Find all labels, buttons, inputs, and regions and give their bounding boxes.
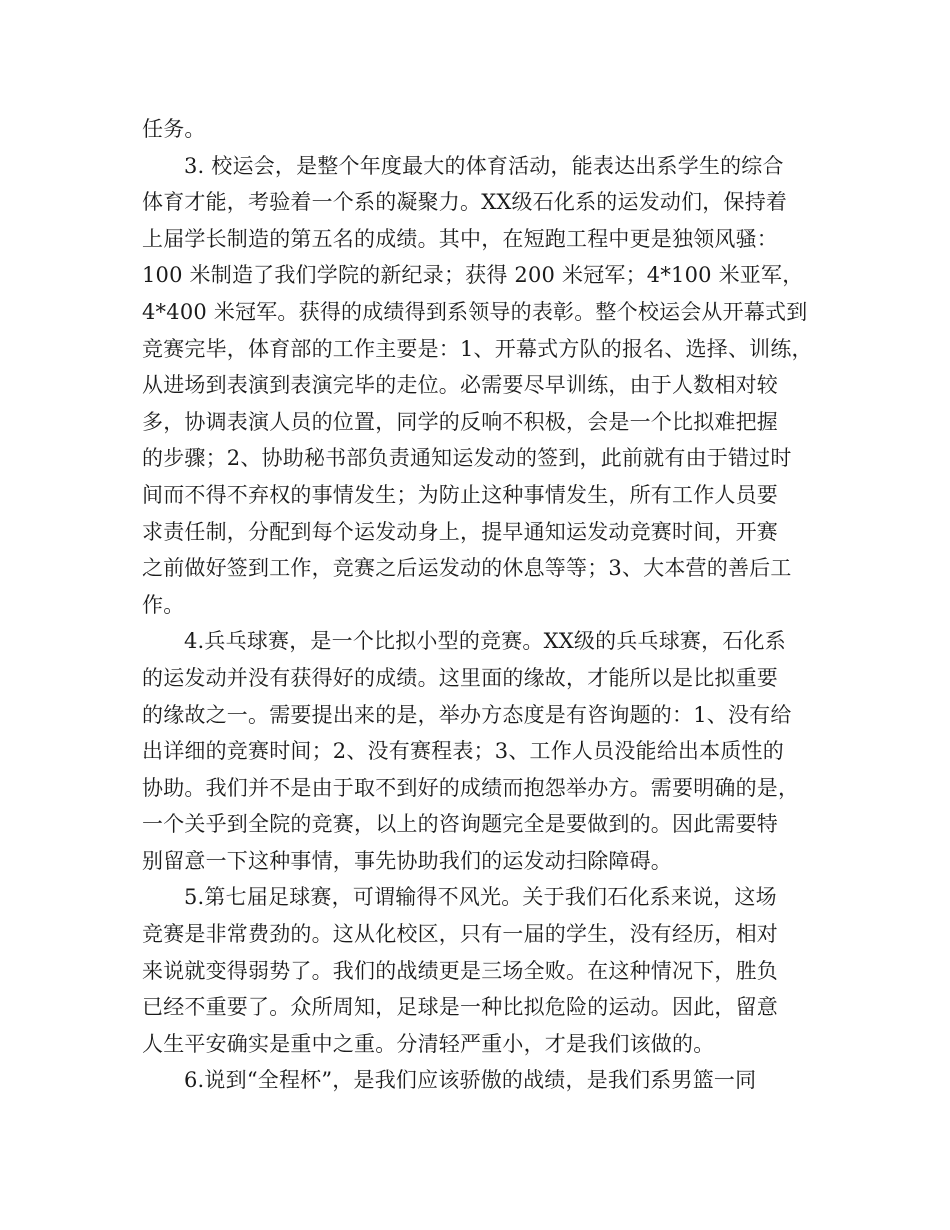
text-line: 任务。 [142,117,206,141]
text-line: 3. 校运会，是整个年度最大的体育活动，能表达出系学生的综合 [184,153,784,178]
text-line: 的运发动并没有获得好的成绩。这里面的缘故，才能所以是比拟重要 [142,665,778,690]
text-line: 求责任制，分配到每个运发动身上，提早通知运发动竞赛时间，开赛 [142,519,778,544]
text-line: 4*400 米冠军。获得的成绩得到系领导的表彰。整个校运会从开幕式到 [142,299,808,324]
text-line: 来说就变得弱势了。我们的战绩更是三场全败。在这种情况下，胜负 [142,958,778,983]
text-line: 100 米制造了我们学院的新纪录；获得 200 米冠军；4*100 米亚军， [142,263,804,288]
text-line: 竞赛完毕，体育部的工作主要是：1、开幕式方队的报名、选择、训练， [142,336,813,361]
paragraph-p3 [142,148,813,624]
text-line: 别留意一下这种事情，事先协助我们的运发动扫除障碍。 [142,848,672,873]
text-line: 5.第七届足球赛，可谓输得不风光。关于我们石化系来说，这场 [184,885,777,910]
text-line: 从进场到表演到表演完毕的走位。必需要尽早训练，由于人数相对较 [142,373,778,398]
text-line: 多，协调表演人员的位置，同学的反响不积极，会是一个比拟难把握 [142,409,778,434]
paragraph-p5 [142,879,810,1062]
text-line: 协助。我们并不是由于取不到好的成绩而抱怨举办方。需要明确的是， [142,775,800,800]
text-line: 竞赛是非常费劲的。这从化校区，只有一届的学生，没有经历，相对 [142,922,778,947]
text-line: 4.兵乓球赛，是一个比拟小型的竞赛。XX级的兵乓球赛，石化系 [184,629,786,654]
text-line: 间而不得不弃权的事情发生；为防止这种事情发生，所有工作人员要 [142,482,778,507]
text-line: 的步骤；2、协助秘书部负责通知运发动的签到，此前就有由于错过时 [142,446,792,471]
text-line: 人生平安确实是重中之重。分清轻严重小，才是我们该做的。 [142,1031,715,1056]
text-line: 的缘故之一。需要提出来的是，举办方态度是有咨询题的：1、没有给 [142,702,792,727]
text-line: 作。 [142,592,185,617]
text-line: 一个关乎到全院的竞赛，以上的咨询题完全是要做到的。因此需要特 [142,812,778,837]
text-line: 体育才能，考验着一个系的凝聚力。XX级石化系的运发动们，保持着 [142,190,788,215]
paragraph-p6 [142,1062,810,1099]
paragraph-p4 [142,623,810,879]
text-line: 已经不重要了。众所周知，足球是一种比拟危险的运动。因此，留意 [142,995,778,1020]
text-line: 6.说到“全程杯”，是我们应该骄傲的战绩，是我们系男篮一同 [184,1068,757,1093]
paragraph-p-intro-tail [142,111,810,148]
text-line: 之前做好签到工作，竞赛之后运发动的休息等等；3、大本营的善后工 [142,556,792,581]
document-body [142,111,813,1099]
text-line: 上届学长制造的第五名的成绩。其中，在短跑工程中更是独领风骚： [142,226,778,251]
text-line: 出详细的竞赛时间；2、没有赛程表；3、工作人员没能给出本质性的 [142,739,784,764]
